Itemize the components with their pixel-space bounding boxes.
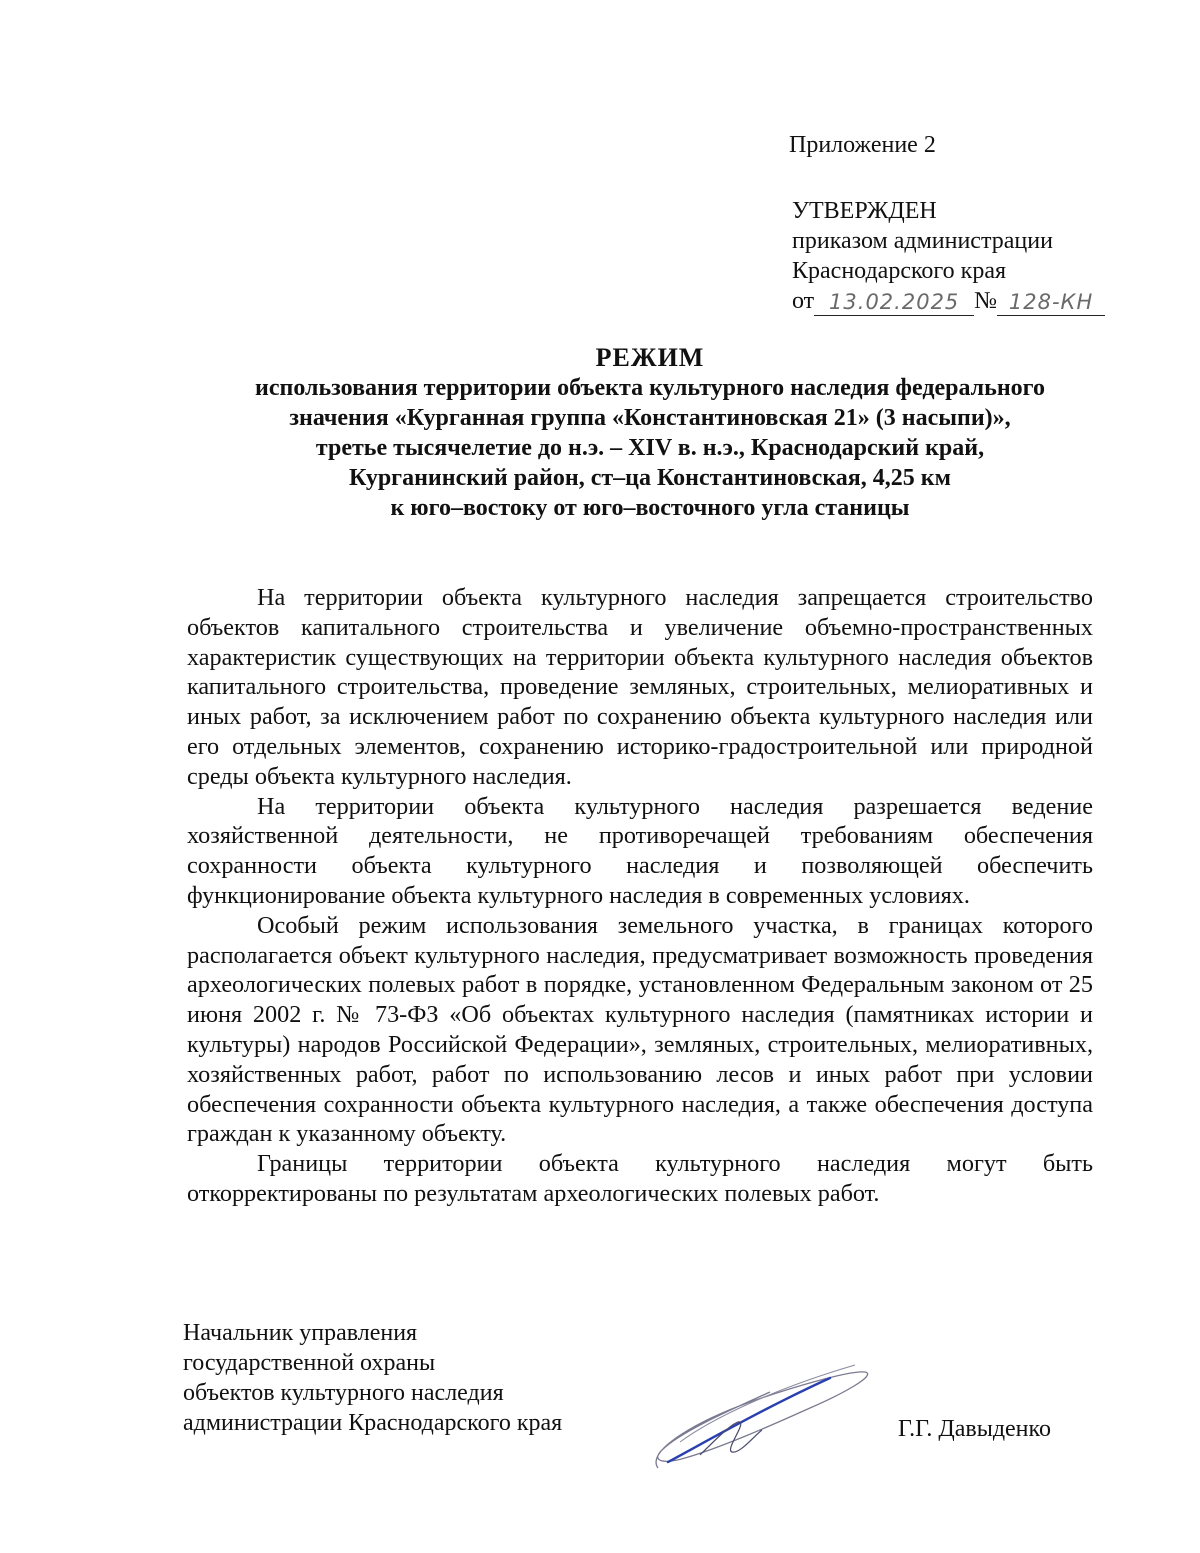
appendix-label: Приложение 2: [789, 132, 936, 158]
title-line-2: значения «Курганная группа «Константиновская 21» (3 насыпи)»,: [289, 405, 1011, 431]
approval-block: [792, 196, 1152, 316]
title-line-4: Курганинский район, ст–ца Константиновская, 4,25 км: [349, 465, 951, 491]
order-number: 128-КН: [997, 287, 1105, 316]
position-line-1: Начальник управления: [183, 1320, 418, 1346]
order-date: 13.02.2025: [814, 287, 974, 316]
order-date-number: [792, 286, 1152, 316]
approved-label: УТВЕРЖДЕН: [792, 198, 937, 224]
paragraph-4: Границы территории объекта культурного наследия могут быть откорректированы по результатам археологических полевых работ.: [187, 1150, 1093, 1207]
approved-by-line-2: Краснодарского края: [792, 258, 1007, 284]
document-title: [140, 343, 1160, 523]
signatory-name: Г.Г. Давыденко: [898, 1416, 1051, 1442]
title-main: РЕЖИМ: [595, 343, 705, 372]
title-line-3: третье тысячелетие до н.э. – XIV в. н.э., Краснодарский край,: [315, 435, 985, 461]
number-sign: №: [974, 288, 998, 314]
paragraph-2: На территории объекта культурного наследия разрешается ведение хозяйственной деятельности, не противоречащей требованиям обеспечения сохранности объекта культурного наследия и позволяющей обеспечить функционирование объекта культурного наследия в современных условиях.: [187, 792, 1093, 909]
paragraph-1: На территории объекта культурного наследия запрещается строительство объектов капитального строительства и увеличение объемно-пространственных характеристик существующих на территории объекта культурного наследия объектов капитального строительства, проведение земляных, строительных, мелиоративных и иных работ, за исключением работ по сохранению объекта культурного наследия или его отдельных элементов, сохранению историко-градостроительной или природной среды объекта культурного наследия.: [187, 584, 1093, 790]
paragraph-3: Особый режим использования земельного участка, в границах которого располагается объект культурного наследия, предусматривает возможность проведения археологических полевых работ в порядке, установленном Федеральным законом от 25 июня 2002 г. № 73-ФЗ «Об объектах культурного наследия (памятниках истории и культуры) народов Российской Федерации», земляных, строительных, мелиоративных, хозяйственных работ, работ по использованию лесов и иных работ при условии обеспечения сохранности объекта культурного наследия, а также обеспечения доступа граждан к указанному объекту.: [187, 911, 1093, 1148]
handwritten-signature: [640, 1350, 880, 1480]
document-body: [187, 583, 1093, 1209]
position-line-4: администрации Краснодарского края: [183, 1410, 563, 1436]
date-prefix: от: [792, 288, 815, 314]
position-line-3: объектов культурного наследия: [183, 1380, 504, 1406]
position-line-2: государственной охраны: [183, 1350, 436, 1376]
signatory-position: [183, 1318, 562, 1438]
title-line-1: использования территории объекта культурного наследия федерального: [255, 375, 1045, 401]
approved-by-line-1: приказом администрации: [792, 228, 1053, 254]
title-line-5: к юго–востоку от юго–восточного угла станицы: [390, 495, 910, 521]
